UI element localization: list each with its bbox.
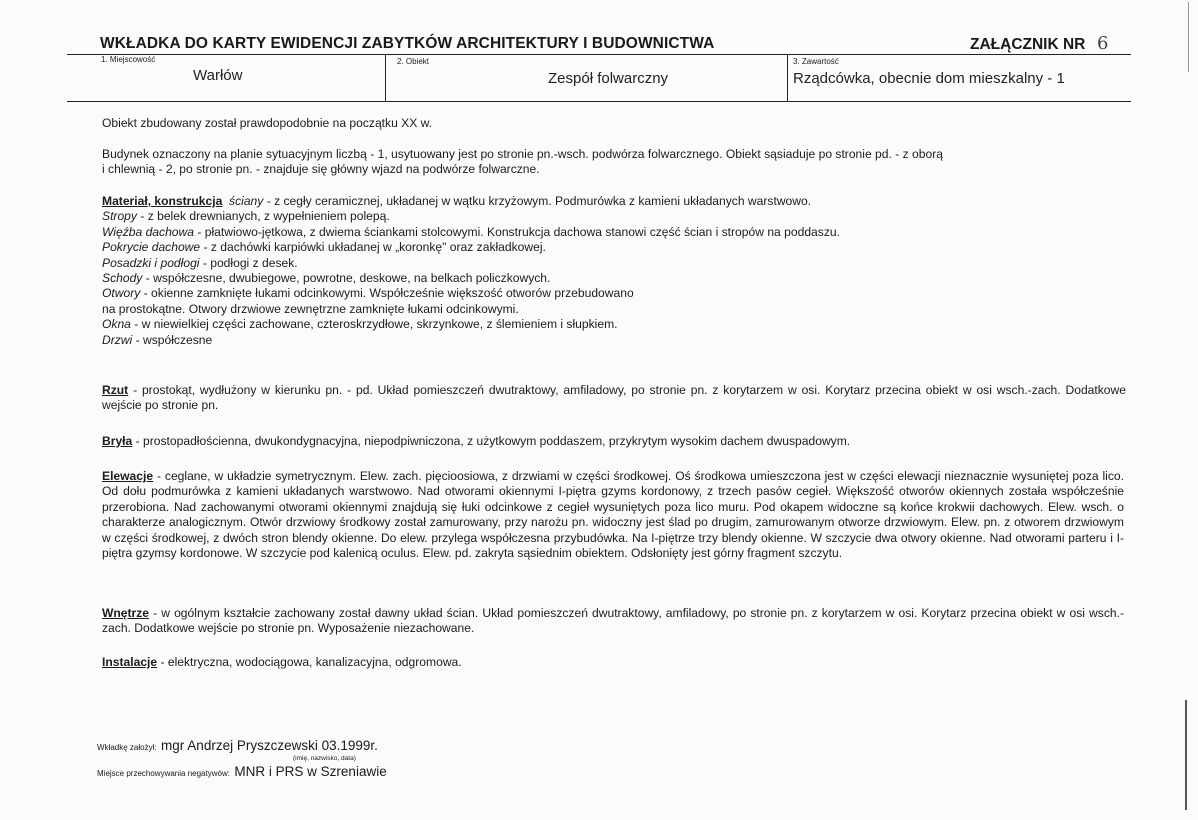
doors-term: Drzwi	[102, 332, 133, 347]
stairs-term: Schody	[102, 271, 143, 286]
contents-value: Rządcówka, obecnie dom mieszkalny - 1	[793, 70, 1065, 87]
document-title: WKŁADKA DO KARTY EWIDENCJI ZABYTKÓW ARCHITEKTURY I BUDOWNICTWA	[100, 35, 715, 52]
stairs-text: - współczesne, dwubiegowe, powrotne, deskowe, na belkach policzkowych.	[142, 271, 551, 286]
scan-edge-mark-bottom	[1185, 700, 1187, 810]
location-line-1: Budynek oznaczony na planie sytuacyjnym liczbą - 1, usytuowany jest po stronie pn.-wsch. podwórza folwarcznego. Obiekt sąsiaduje po stronie pd. - z oborą	[102, 147, 943, 161]
walls-text: - z cegły ceramicznej, układanej w wątku krzyżowym. Podmurówka z kamieni układanych warstwowo.	[263, 194, 812, 208]
mass-heading: Bryła	[102, 434, 133, 448]
mass-section	[102, 434, 1132, 449]
windows-text: - w niewielkiej części zachowane, czteroskrzydłowe, skrzynkowe, z ślemieniem i słupkiem.	[130, 317, 618, 332]
object-value: Zespół folwarczny	[548, 70, 669, 87]
location-paragraph	[102, 147, 1132, 178]
annex-label: ZAŁĄCZNIK NR	[970, 36, 1086, 53]
field-divider-2	[787, 54, 788, 101]
founded-row: Wkładkę założył: mgr Andrzej Pryszczewski 03.1999r.	[97, 738, 378, 753]
intro-text: Obiekt zbudowany został prawdopodobnie na początku XX w.	[102, 116, 433, 130]
locality-label: 1. Miejscowość	[101, 55, 156, 64]
interior-section	[102, 606, 1124, 637]
storage-label: Miejsce przechowywania negatywów	[97, 769, 228, 778]
floors-term: Posadzki i podłogi	[102, 255, 200, 270]
truss-term: Więźba dachowa	[102, 224, 194, 239]
storage-row: Miejsce przechowywania negatywów: MNR i PRS w Szreniawie	[97, 764, 387, 779]
installations-section	[102, 655, 1132, 670]
scan-edge-mark	[1188, 2, 1189, 72]
floors-text: - podłogi z desek.	[199, 255, 298, 270]
installations-heading: Instalacje	[102, 655, 158, 669]
header-top-rule	[67, 54, 1131, 55]
roofing-term: Pokrycie dachowe	[102, 240, 201, 255]
founded-label: Wkładkę założył	[97, 743, 155, 752]
interior-heading: Wnętrze	[102, 606, 150, 620]
walls-term: ściany	[229, 194, 264, 208]
elevations-text: - ceglane, w układzie symetrycznym. Elew. zach. pięcioosiowa, z drzwiami w części środkowej. Oś środkowa umieszczona jest w części elewacji nieznacznie wysuniętej poza lico. Od dołu podmurówka z kamieni układanych warstwowo. Nad otworami okiennymi I-piętra gzyms kordonowy, z trzech pasów cegieł. Większość otworów okiennych została współcześnie przerobiona. Nad zachowanymi otworami okiennymi znajdują się łuki odcinkowe z cegieł wysuniętych poza lico muru. Pod okapem widoczne są końce krokwii dachowych. Elew. wsch. o charakterze analogicznym. Otwór drzwiowy środkowy został zamurowany, przy narożu pn. widoczny jest ślad po drugim, zamurowanym otworze drzwiowym. Elew. pn. z otworem drzwiowym w części środkowej, z dwóch stron blendy okienne. Do elew. przylega współczesna przybudówka. Na I-piętrze trzy blendy okienne. W szczycie dwa otwory okienne. Nad otworami parteru i I-piętra gzymsy kordonowe. W szczycie pod kalenicą oculus. Elew. pd. zakryta sąsiednim obiektem. Odsłonięty jest górny fragment szczytu.	[102, 469, 1124, 561]
windows-term: Okna	[102, 317, 131, 332]
field-divider-1	[385, 54, 386, 101]
plan-heading: Rzut	[102, 383, 129, 397]
object-label: 2. Obiekt	[397, 57, 430, 66]
material-section	[102, 194, 1132, 348]
contents-label: 3. Zawartość	[793, 57, 839, 66]
ceilings-term: Stropy	[102, 209, 137, 224]
openings-term: Otwory	[102, 286, 141, 301]
doors-text: - współczesne	[132, 332, 213, 347]
storage-value: MNR i PRS w Szreniawie	[234, 764, 387, 779]
elevations-section	[102, 469, 1124, 561]
mass-text: - prostopadłościenna, dwukondygnacyjna, niepodpiwniczona, z użytkowym poddaszem, przykrytym wysokim dachem dwuspadowym.	[132, 434, 851, 448]
material-heading: Materiał, konstrukcja	[102, 194, 223, 208]
plan-text: - prostokąt, wydłużony w kierunku pn. - pd. Układ pomieszczeń dwutraktowy, amfiladowy, po stronie pn. z korytarzem w osi. Korytarz przecina obiekt w osi wsch.-zach. Dodatkowe wejście po stronie pn.	[102, 383, 1126, 413]
locality-value: Warłów	[193, 67, 243, 84]
interior-text: - w ogólnym kształcie zachowany został dawny układ ścian. Układ pomieszczeń dwutraktowy, amfiladowy, po stronie pn. z korytarzem w osi. Korytarz przecina obiekt w osi wsch.-zach. Dodatkowe wejście po stronie pn. Wyposażenie niezachowane.	[102, 606, 1124, 636]
founded-value: mgr Andrzej Pryszczewski 03.1999r.	[161, 738, 378, 753]
location-line-2: i chlewnią - 2, po stronie pn. - znajduje się główny wjazd na podwórze folwarczne.	[102, 162, 540, 177]
elevations-heading: Elewacje	[102, 469, 154, 483]
intro-paragraph	[102, 116, 1132, 131]
openings-text: - okienne zamknięte łukami odcinkowymi. Współcześnie większość otworów przebudowano	[140, 286, 634, 301]
installations-text: - elektryczna, wodociągowa, kanalizacyjna, odgromowa.	[157, 655, 462, 669]
annex-number: 6	[1097, 33, 1109, 54]
plan-section	[102, 383, 1126, 414]
truss-text: - płatwiowo-jętkowa, z dwiema ściankami stolcowymi. Konstrukcja dachowa stanowi część ścian i stropów na poddaszu.	[194, 224, 840, 239]
header-bottom-rule	[67, 101, 1131, 102]
openings-text-2: na prostokątne. Otwory drzwiowe zewnętrzne zamknięte łukami odcinkowymi.	[102, 301, 519, 316]
ceilings-text: - z belek drewnianych, z wypełnieniem polepą.	[136, 209, 390, 224]
roofing-text: - z dachówki karpiówki układanej w „koronkę" oraz zakładkowej.	[200, 240, 546, 255]
founded-hint: (imię, nazwisko, data)	[293, 755, 356, 762]
